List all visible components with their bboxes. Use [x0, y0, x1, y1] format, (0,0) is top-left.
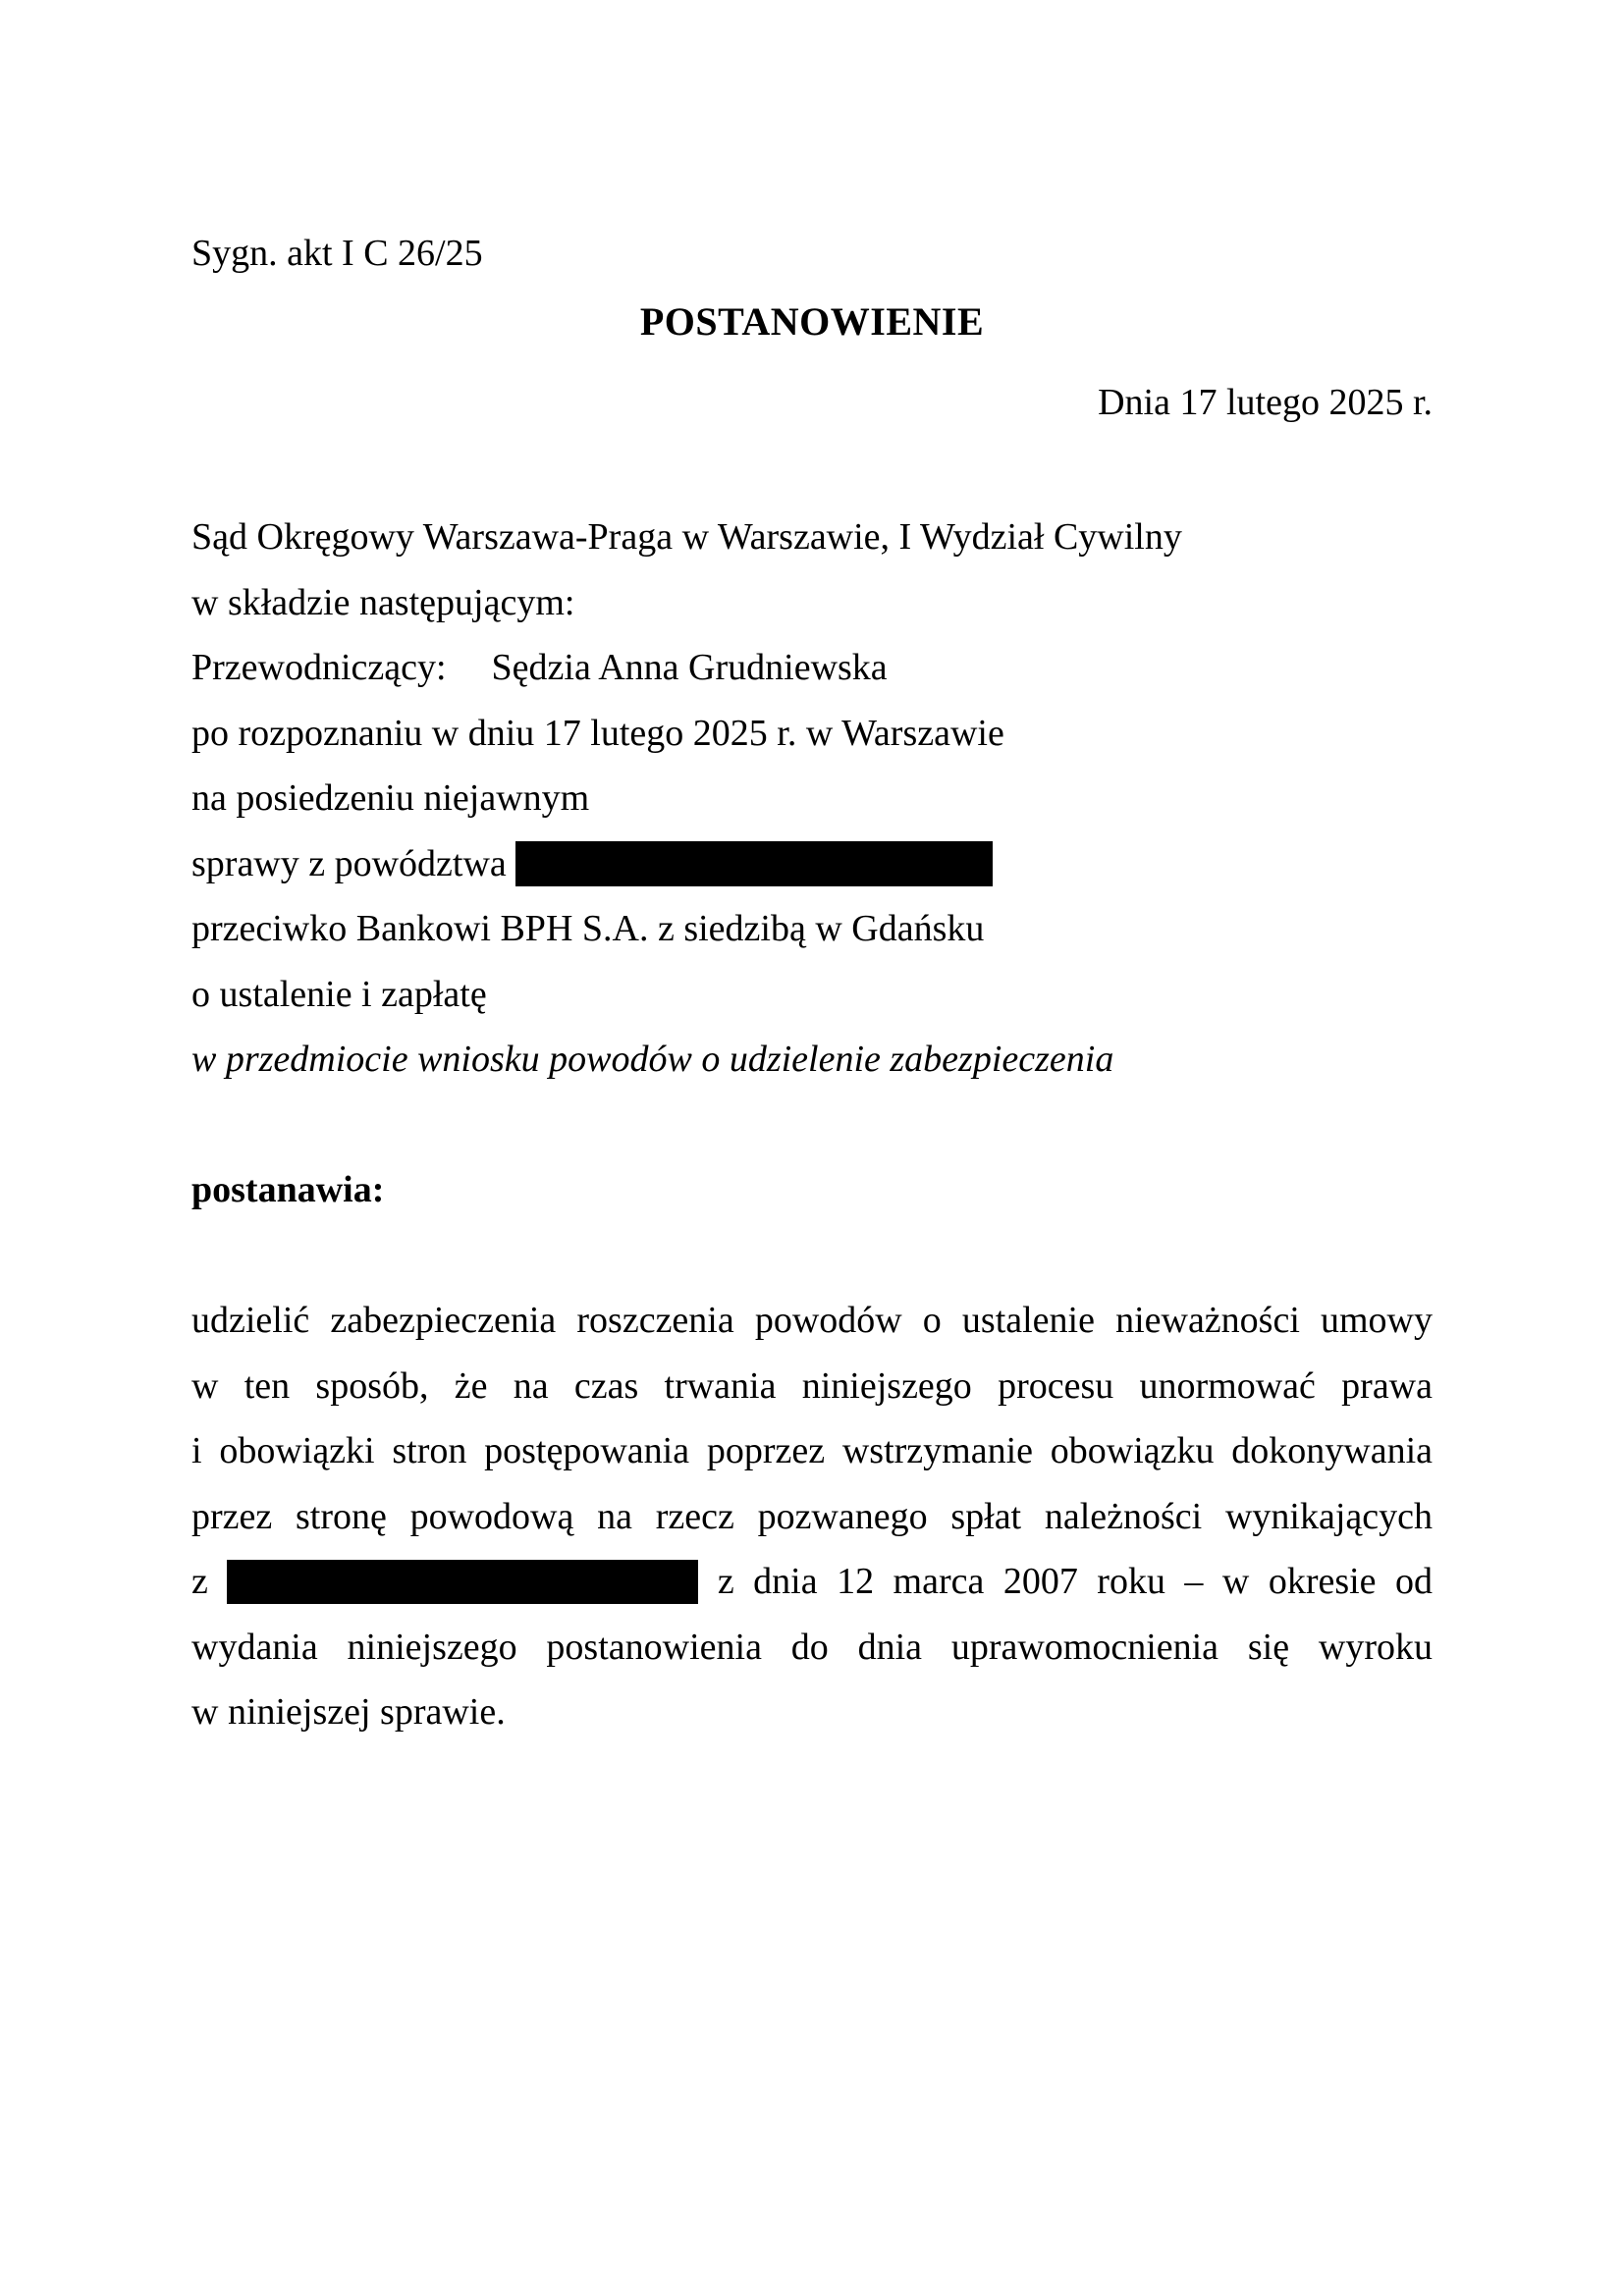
ruling-line-3: i obowiązki stron postępowania poprzez wstrzymanie obowiązku dokonywania: [191, 1430, 1433, 1471]
label-gap: [447, 678, 492, 679]
redaction-bar-agreement: [227, 1560, 698, 1604]
presiding-judge-line: [191, 635, 1433, 701]
motion-line: w przedmiocie wniosku powodów o udzielenie zabezpieczenia: [191, 1039, 1114, 1080]
ruling-line-5-redacted: [191, 1549, 1433, 1615]
ruling-line-1: udzielić zabezpieczenia roszczenia powodów o ustalenie nieważności umowy: [191, 1300, 1433, 1341]
ruling-line-2: w ten sposób, że na czas trwania niniejszego procesu unormować prawa: [191, 1364, 1433, 1407]
ruling-keyword: postanawia:: [191, 1169, 385, 1210]
hearing-line: po rozpoznaniu w dniu 17 lutego 2025 r. w Warszawie: [191, 712, 1004, 754]
document-date: Dnia 17 lutego 2025 r.: [1098, 382, 1433, 423]
court-name-line: Sąd Okręgowy Warszawa-Praga w Warszawie, I Wydział Cywilny: [191, 516, 1182, 558]
ruling-paragraph: [191, 1288, 1433, 1745]
redaction-bar-plaintiff: [515, 841, 993, 886]
ruling-line-7: w niniejszej sprawie.: [191, 1691, 506, 1733]
case-header-block: [191, 505, 1433, 1093]
document-title: POSTANOWIENIE: [639, 299, 985, 344]
case-number: Sygn. akt I C 26/25: [191, 233, 483, 274]
ruling-line-4: przez stronę powodową na rzecz pozwanego spłat należności wynikających: [191, 1495, 1433, 1537]
ruling-bar-prefix: z: [191, 1561, 208, 1602]
panel-intro-line: w składzie następującym:: [191, 581, 575, 623]
claim-prefix: sprawy z powództwa: [191, 842, 507, 884]
ruling-line-6: wydania niniejszego postanowienia do dnia uprawomocnienia się wyroku: [191, 1626, 1433, 1668]
presiding-label: Przewodniczący:: [191, 647, 447, 688]
session-line: na posiedzeniu niejawnym: [191, 777, 590, 819]
plaintiff-line: [191, 831, 1433, 897]
defendant-line: przeciwko Bankowi BPH S.A. z siedzibą w Gdańsku: [191, 908, 985, 949]
ruling-bar-suffix: z dnia 12 marca 2007 roku – w okresie od: [717, 1561, 1433, 1602]
subject-line: o ustalenie i zapłatę: [191, 973, 487, 1015]
presiding-judge-name: Sędzia Anna Grudniewska: [491, 647, 888, 688]
